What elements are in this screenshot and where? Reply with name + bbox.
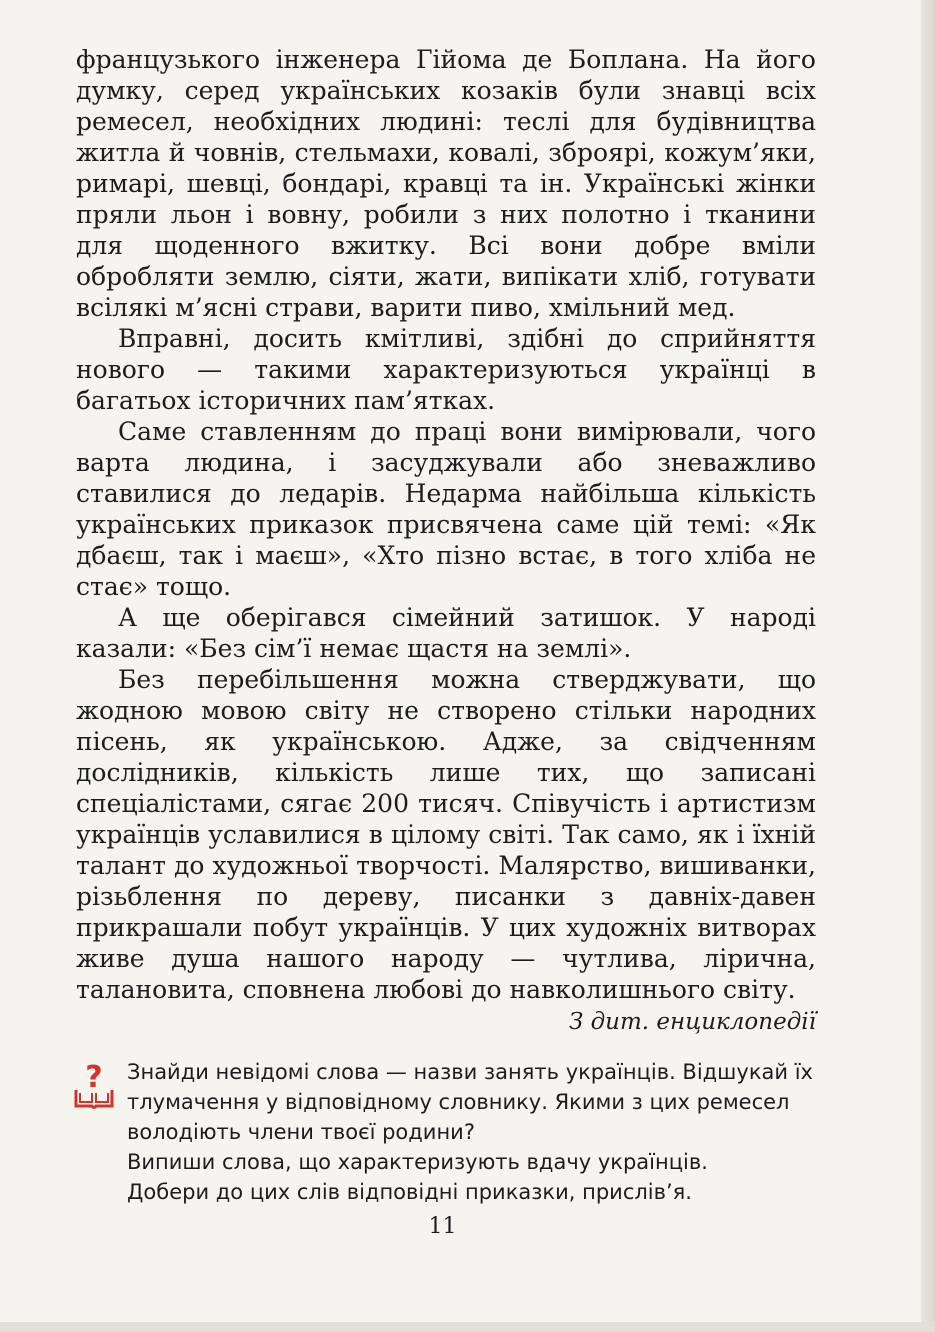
assignment-line-3: Добери до цих слів відповідні приказки, прислів’я.	[127, 1180, 692, 1204]
paragraph-5: Без перебільшення можна стверджувати, що жодною мовою світу не створено стільки народних пісень, як українською. Адже, за свідченням дослідників, кількість лише тих, що записані спеціалістами, сягає 200 тисяч. Співучість і артистизм українців уславилися в цілому світі. Так само, як і їхній талант до художньої творчості. Малярство, вишиванки, різьблення по дереву, писанки з давніх-давен прикрашали побут українців. У цих художніх витворах живе душа нашого народу — чутлива, лірична, талановита, сповнена любові до навколишнього світу.	[76, 665, 816, 1004]
assignment-line-2: Випиши слова, що характеризують вдачу українців.	[127, 1150, 708, 1174]
assignment-block	[127, 1057, 827, 1207]
paragraph-1: французького інженера Гійома де Боплана. На його думку, серед українських козаків були знавці всіх ремесел, необхідних людині: теслі для будівництва житла й човнів, стельмахи, ковалі, зброярі, кожум’яки, римарі, шевці, бондарі, кравці та ін. Українські жінки пряли льон і вовну, робили з них полотно і тканини для щоденного вжитку. Всі вони добре вміли обробляти землю, сіяти, жати, випікати хліб, готувати всілякі м’ясні страви, варити пиво, хмільний мед.	[76, 45, 816, 322]
source-citation: З дит. енциклопедії	[568, 1009, 816, 1035]
svg-text:?: ?	[85, 1060, 103, 1095]
page-number: 11	[428, 1214, 457, 1239]
page-edge-right	[921, 0, 935, 1332]
question-book-icon	[72, 1060, 116, 1112]
assignment-line-1: Знайди невідомі слова — назви занять українців. Відшукай їх тлумачення у відповідному словнику. Якими з цих ремесел володіють члени твоєї родини?	[127, 1060, 813, 1144]
page-edge-bottom	[0, 1322, 935, 1332]
paragraph-3: Саме ставленням до праці вони вимірювали, чого варта людина, і засуджували або зневажливо ставилися до ледарів. Недарма найбільша кількість українських приказок присвячена саме цій темі: «Як дбаєш, так і маєш», «Хто пізно встає, в того хліба не стає» тощо.	[76, 417, 816, 601]
paragraph-2: Вправні, досить кмітливі, здібні до сприйняття нового — такими характеризуються українці в багатьох історичних пам’ятках.	[76, 324, 816, 415]
paragraph-4: А ще оберігався сімейний затишок. У народі казали: «Без сім’ї немає щастя на землі».	[76, 603, 816, 663]
article-text	[76, 44, 816, 1005]
